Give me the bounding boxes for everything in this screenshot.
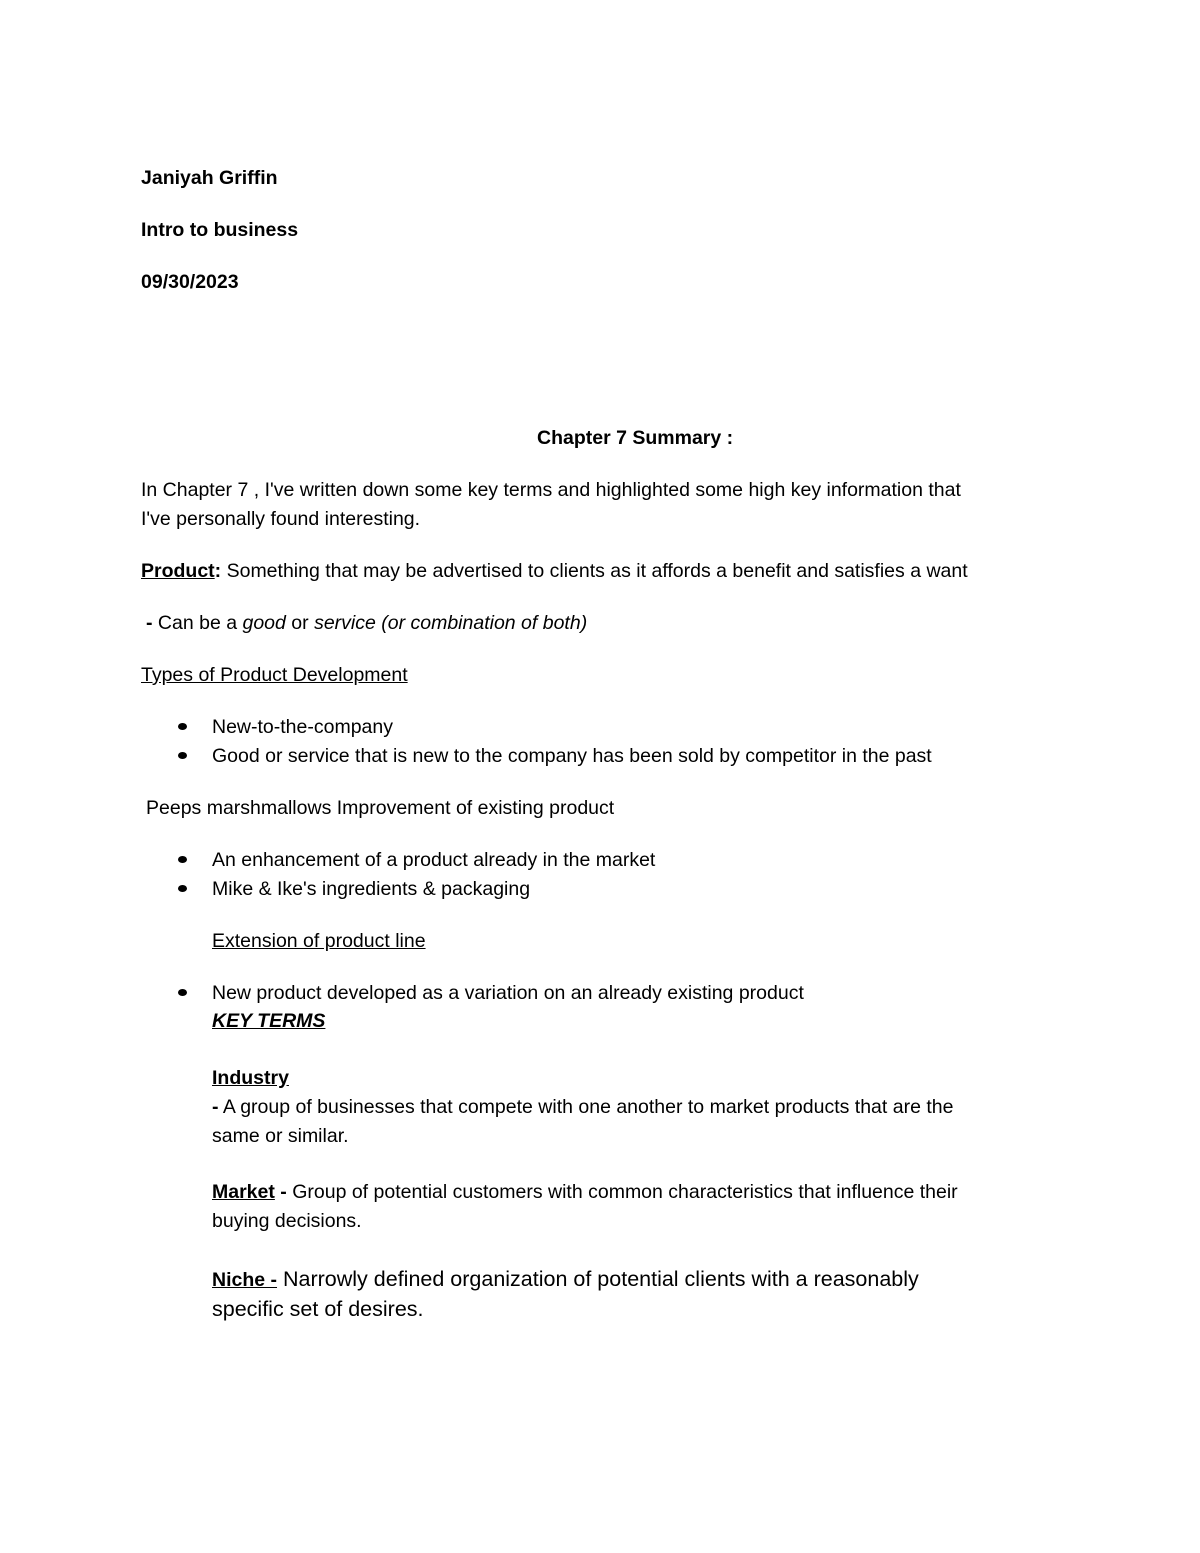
niche-definition-line-2: specific set of desires. [212, 1297, 424, 1321]
list-item: New-to-the-company [212, 716, 393, 738]
bullet-icon [178, 856, 187, 863]
course-name: Intro to business [141, 219, 299, 241]
industry-definition-line-2: same or similar. [212, 1125, 349, 1147]
product-can-be-text: Can be a [152, 612, 243, 634]
product-or: or [285, 612, 315, 634]
extension-heading: Extension of product line [212, 930, 426, 952]
product-dash: - [146, 612, 153, 634]
author-name: Janiyah Griffin [141, 167, 278, 189]
document-date: 09/30/2023 [141, 271, 239, 293]
key-terms-heading: KEY TERMS [212, 1010, 326, 1032]
list-item: Good or service that is new to the company has been sold by competitor in the past [212, 745, 932, 767]
list-item: New product developed as a variation on an already existing product [212, 982, 804, 1004]
niche-term: Niche - [212, 1269, 278, 1291]
page-title: Chapter 7 Summary : [537, 427, 734, 449]
industry-text-1: A group of businesses that compete with one another to market products that are the [218, 1096, 954, 1118]
bullet-icon [178, 885, 187, 892]
market-definition-line-2: buying decisions. [212, 1210, 362, 1232]
product-can-be [146, 609, 587, 637]
product-definition [141, 557, 968, 585]
intro-line-1: In Chapter 7 , I've written down some key terms and highlighted some high key information that [141, 479, 961, 501]
industry-term: Industry [212, 1067, 289, 1089]
development-heading: Types of Product Development [141, 664, 408, 686]
product-service: service (or combination of both) [314, 612, 588, 634]
bullet-icon [178, 752, 187, 759]
niche-definition-line-1 [212, 1264, 919, 1294]
market-dash: - [274, 1181, 287, 1203]
market-text-1: Group of potential customers with common characteristics that influence their [286, 1181, 958, 1203]
niche-text-1: Narrowly defined organization of potential clients with a reasonably [277, 1267, 919, 1291]
product-colon: : [214, 560, 222, 582]
list-item: Mike & Ike's ingredients & packaging [212, 878, 531, 900]
market-definition-line-1 [212, 1178, 958, 1206]
peeps-line: Peeps marshmallows Improvement of existing product [146, 797, 615, 819]
product-good: good [242, 612, 286, 634]
market-term: Market [212, 1181, 275, 1203]
bullet-icon [178, 723, 187, 730]
industry-definition-line-1 [212, 1093, 953, 1121]
product-term: Product [141, 560, 215, 582]
bullet-icon [178, 989, 187, 996]
intro-line-2: I've personally found interesting. [141, 508, 421, 530]
product-definition-text: Something that may be advertised to clients as it affords a benefit and satisfies a want [221, 560, 968, 582]
industry-dash: - [212, 1096, 219, 1118]
list-item: An enhancement of a product already in the market [212, 849, 656, 871]
